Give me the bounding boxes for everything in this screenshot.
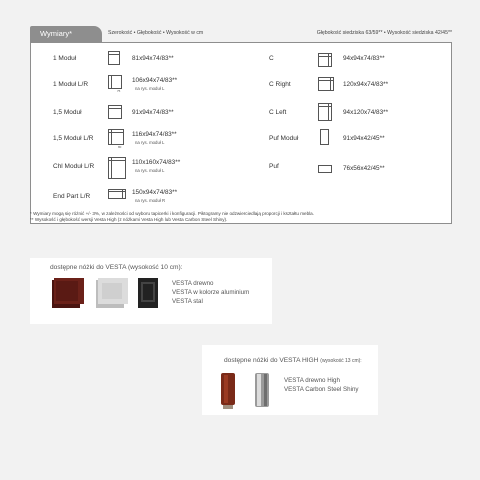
- module-note: na rys. moduł L: [135, 168, 165, 173]
- module-dimensions: 106x94x74/83**: [132, 77, 178, 84]
- table-row: [241, 157, 451, 179]
- vesta-legs-title: dostępne nóżki do VESTA (wysokość 10 cm):: [50, 264, 183, 271]
- dimensions-table: [30, 42, 452, 224]
- module-dimensions: 94x120x74/83**: [343, 109, 389, 116]
- module-1-lr-pictogram-icon: [108, 75, 122, 93]
- dimensions-footnote-1: * Wymiary mogą się różnić +/- 3%, w zależności od wyboru tapicerki i konfiguracji. Piktogramy nie odzwierciedlają proporcji i kształtu mebla.: [30, 211, 314, 216]
- module-1-pictogram-icon: [108, 51, 120, 65]
- module-note: na rys. moduł L: [135, 140, 165, 145]
- table-row: [31, 187, 241, 209]
- vesta-steel-leg-image: [138, 278, 162, 308]
- module-label: C Right: [269, 81, 291, 88]
- module-label: 1 Moduł L/R: [53, 81, 89, 88]
- module-dimensions: 150x94x74/83**: [132, 189, 178, 196]
- seat-dimensions-header: Głębokość siedziska 63/59** • Wysokość siedziska 42/45**: [316, 30, 452, 36]
- leg-option-label: VESTA drewno High: [284, 377, 340, 384]
- dimensions-section: [30, 22, 452, 229]
- module-note: na rys. moduł L: [135, 86, 165, 91]
- pouf-module-pictogram-icon: [320, 129, 329, 145]
- module-label: C Left: [269, 109, 287, 116]
- table-row: [241, 103, 451, 125]
- leg-option-label: VESTA drewno: [172, 280, 214, 287]
- end-part-pictogram-icon: [108, 189, 126, 199]
- module-1-5-pictogram-icon: [108, 105, 122, 119]
- vesta-wood-high-leg-image: [220, 373, 236, 409]
- corner-right-pictogram-icon: [318, 77, 334, 91]
- leg-option-label: VESTA w kolorze aluminium: [172, 289, 250, 296]
- table-row: [31, 75, 241, 97]
- corner-left-pictogram-icon: [318, 103, 332, 121]
- module-label: Chl Moduł L/R: [53, 163, 95, 170]
- module-dimensions: 81x94x74/83**: [132, 55, 174, 62]
- table-row: [241, 49, 451, 71]
- dimensions-units-header: Szerokość • Głębokość • Wysokość w cm: [108, 30, 204, 36]
- module-label: End Part L/R: [53, 193, 91, 200]
- module-dimensions: 116x94x74/83**: [132, 131, 177, 138]
- dimensions-tab[interactable]: Wymiary*: [30, 26, 102, 42]
- table-row: [241, 129, 451, 151]
- pictogram-mark: 75: [117, 89, 121, 93]
- dimensions-footnote-2: ** Wysokość i głębokość wersji Vesta High (z nóżkami Vesta High lub Vesta Carbon Steel Shiny).: [30, 217, 228, 222]
- module-dimensions: 110x160x74/83**: [132, 159, 181, 166]
- module-label: 1 Moduł: [53, 55, 77, 62]
- module-label: Puf Moduł: [269, 135, 299, 142]
- module-label: 1,5 Moduł: [53, 109, 82, 116]
- pouf-pictogram-icon: [318, 165, 332, 173]
- table-row: [31, 157, 241, 179]
- module-label: C: [269, 55, 274, 62]
- table-row: [31, 129, 241, 151]
- pictogram-mark: 80: [118, 145, 122, 149]
- vesta-high-legs-title: [224, 357, 362, 364]
- chaise-module-pictogram-icon: [108, 157, 126, 179]
- table-row: [31, 103, 241, 125]
- table-row: [241, 75, 451, 97]
- vesta-high-legs-height: (wysokość 13 cm):: [320, 358, 362, 364]
- vesta-carbon-steel-high-leg-image: [254, 373, 270, 409]
- vesta-high-legs-title-text: dostępne nóżki do VESTA HIGH: [224, 357, 319, 364]
- leg-option-label: VESTA stal: [172, 298, 203, 305]
- module-label: Puf: [269, 163, 279, 170]
- vesta-high-legs-panel: [202, 345, 378, 415]
- module-dimensions: 120x94x74/83**: [343, 81, 389, 88]
- module-dimensions: 76x56x42/45**: [343, 165, 385, 172]
- module-dimensions: 91x94x42/45**: [343, 135, 385, 142]
- corner-module-pictogram-icon: [318, 53, 332, 67]
- module-note: na rys. moduł R: [135, 198, 166, 203]
- leg-option-label: VESTA Carbon Steel Shiny: [284, 386, 359, 393]
- module-dimensions: 91x94x74/83**: [132, 109, 174, 116]
- module-label: 1,5 Moduł L/R: [53, 135, 94, 142]
- vesta-legs-panel: [30, 258, 272, 324]
- vesta-wood-leg-image: [52, 278, 86, 308]
- vesta-aluminium-leg-image: [96, 278, 130, 308]
- table-row: [31, 49, 241, 71]
- module-1-5-lr-pictogram-icon: [108, 129, 124, 151]
- module-dimensions: 94x94x74/83**: [343, 55, 385, 62]
